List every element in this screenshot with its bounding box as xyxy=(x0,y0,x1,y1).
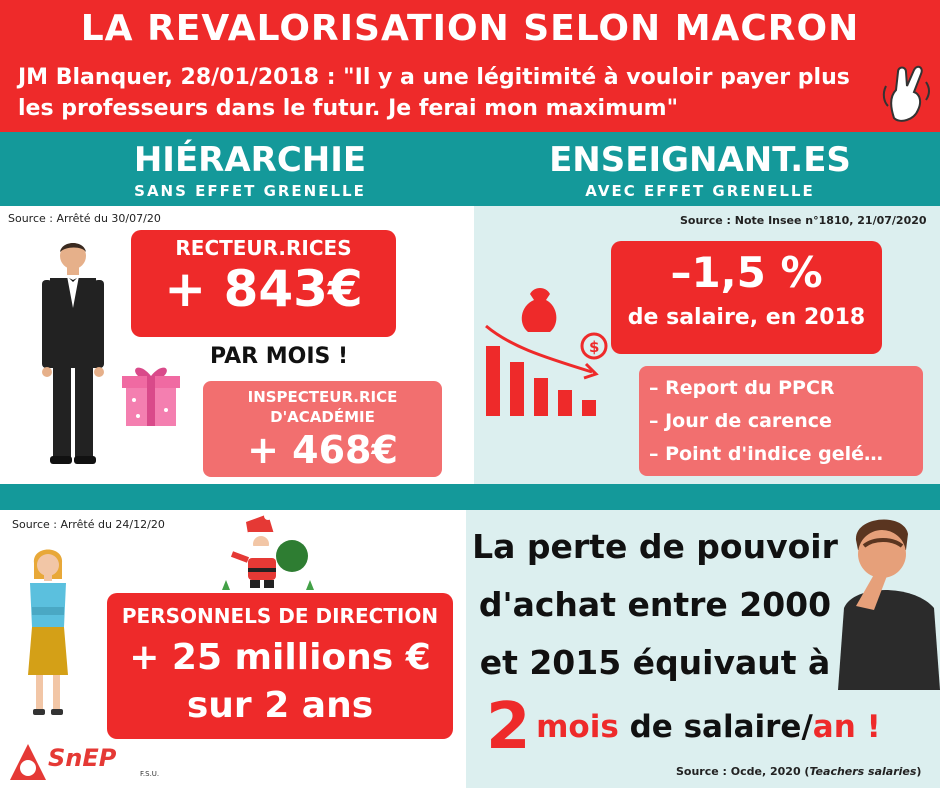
inspecteurs-label: INSPECTEUR.RICE D'ACADÉMIE xyxy=(247,388,398,426)
snep-fsu-logo xyxy=(8,740,158,786)
source-ocde-title: Teachers salaries xyxy=(809,765,917,778)
salary-loss-value: –1,5 % xyxy=(670,248,823,297)
hierarchy-subtitle: SANS EFFET GRENELLE xyxy=(134,182,366,200)
man-in-suit-icon xyxy=(38,238,108,468)
hierarchy-title: HIÉRARCHIE xyxy=(133,140,367,180)
statement-line-1: La perte de pouvoir xyxy=(472,527,838,566)
statement-year: an xyxy=(812,709,856,745)
woman-icon xyxy=(22,545,74,719)
crossed-fingers-icon xyxy=(880,62,932,126)
declining-salary-chart-icon xyxy=(480,286,610,418)
reasons-list xyxy=(639,366,923,476)
direction-label: PERSONNELS DE DIRECTION xyxy=(121,604,439,628)
direction-value: + 25 millions € xyxy=(129,637,431,678)
gift-icon xyxy=(120,360,182,430)
inspecteurs-card xyxy=(203,381,442,477)
statement-salary: de salaire/ xyxy=(618,709,813,745)
statement-exclaim: ! xyxy=(855,709,881,745)
logo-subtext: F.S.U. xyxy=(140,770,160,778)
source-insee: Source : Note Insee n°1810, 21/07/2020 xyxy=(680,214,927,227)
direction-duration: sur 2 ans xyxy=(186,685,374,726)
facepalm-man-icon xyxy=(834,510,940,690)
direction-card xyxy=(107,593,453,739)
statement-months: mois xyxy=(536,709,619,745)
teachers-title: ENSEIGNANT.ES xyxy=(549,140,851,180)
logo-text: SnEP xyxy=(48,744,117,772)
statement-number: 2 xyxy=(486,690,531,764)
inspecteurs-value: + 468€ xyxy=(247,428,398,472)
salary-loss-card xyxy=(611,241,882,354)
statement-line-2: d'achat entre 2000 xyxy=(478,585,832,624)
statement-conclusion xyxy=(486,690,936,764)
salary-loss-label: de salaire, en 2018 xyxy=(627,305,866,330)
svg-text:$: $ xyxy=(589,338,600,356)
reason-item: – Point d'indice gelé… xyxy=(649,443,884,465)
statement-line-3: et 2015 équivaut à xyxy=(479,643,831,682)
source-direction: Source : Arrêté du 24/12/20 xyxy=(12,518,165,531)
source-recteurs: Source : Arrêté du 30/07/20 xyxy=(8,212,161,225)
teachers-subtitle: AVEC EFFET GRENELLE xyxy=(585,182,815,200)
recteurs-value: + 843€ xyxy=(164,260,363,318)
reason-item: – Jour de carence xyxy=(649,410,832,432)
header-quote: JM Blanquer, 28/01/2018 : "Il y a une légitimité à vouloir payer plus les professeurs dans le futur. Je ferai mon maximum" xyxy=(18,65,850,121)
recteurs-label: RECTEUR.RICES xyxy=(175,236,352,260)
middle-divider xyxy=(0,484,940,510)
santa-claus-icon xyxy=(218,512,322,592)
source-ocde xyxy=(676,765,921,778)
per-month-label: PAR MOIS ! xyxy=(210,344,349,369)
page-title: LA REVALORISATION SELON MACRON xyxy=(80,8,860,49)
source-ocde-suffix: ) xyxy=(916,765,922,778)
reason-item: – Report du PPCR xyxy=(649,377,835,399)
recteurs-card xyxy=(131,230,396,337)
source-ocde-prefix: Source : Ocde, 2020 ( xyxy=(676,765,810,778)
